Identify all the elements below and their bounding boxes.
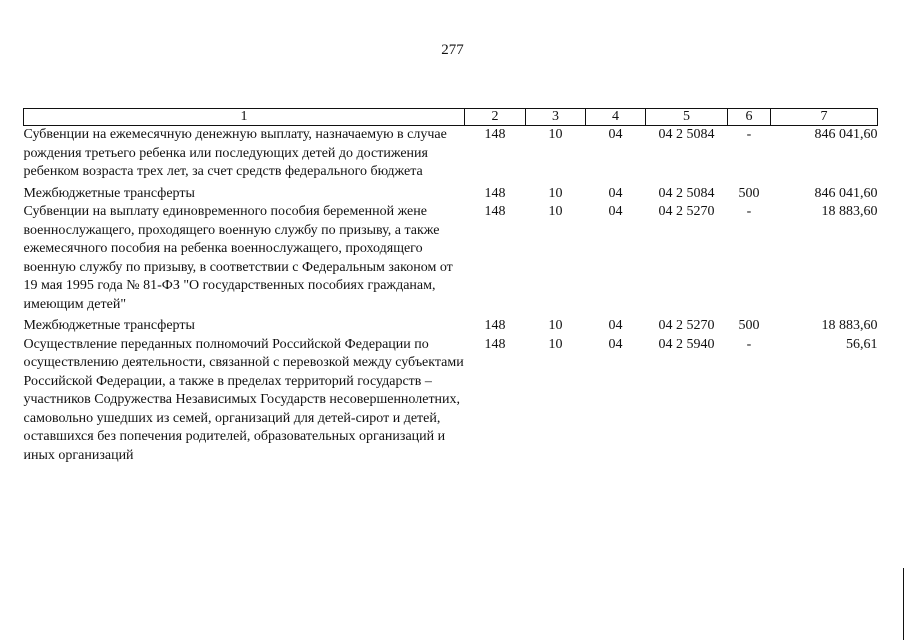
page-edge-rule bbox=[903, 568, 904, 640]
row-col-6: 500 bbox=[738, 318, 760, 333]
budget-table bbox=[23, 108, 878, 465]
table-row bbox=[24, 336, 878, 466]
header-col-5: 5 bbox=[646, 109, 728, 126]
row-col-6: 500 bbox=[738, 185, 760, 201]
header-col-2: 2 bbox=[465, 109, 526, 126]
table-row bbox=[24, 203, 878, 317]
row-col-3: 10 bbox=[548, 127, 563, 142]
row-col-3: 10 bbox=[548, 204, 563, 219]
row-col-4: 04 bbox=[608, 336, 623, 352]
row-col-6: - bbox=[746, 336, 752, 352]
row-col-5: 04 2 5084 bbox=[658, 127, 715, 142]
row-col-7: 18 883,60 bbox=[821, 204, 878, 219]
row-col-3: 10 bbox=[548, 318, 563, 333]
row-col-4: 04 bbox=[608, 318, 623, 333]
row-name: Межбюджетные трансферты bbox=[23, 185, 195, 201]
row-name: Субвенции на ежемесячную денежную выплату, назначаемую в случае рождения третьего ребенка или последующих детей до достижения ребенком возраста трех лет, за счет средств федерального бюджета bbox=[23, 127, 447, 179]
row-col-3: 10 bbox=[548, 185, 563, 201]
row-col-2: 148 bbox=[484, 127, 506, 142]
header-col-7: 7 bbox=[771, 109, 878, 126]
row-col-2: 148 bbox=[484, 318, 506, 333]
header-col-4: 4 bbox=[586, 109, 646, 126]
row-name: Осуществление переданных полномочий Российской Федерации по осуществлению деятельности, связанной с перевозкой между субъектами Российской Федерации, а также в пределах территорий государств – участников Содружества Независимых Государств несовершеннолетних, самовольно ушедших из семей, организаций для детей-сирот и детей, оставшихся без попечения родителей, образовательных организаций и иных организаций bbox=[23, 336, 464, 463]
row-col-5: 04 2 5940 bbox=[658, 336, 715, 352]
row-col-7: 18 883,60 bbox=[821, 318, 878, 333]
row-col-6: - bbox=[746, 127, 752, 142]
row-col-6: - bbox=[746, 204, 752, 219]
header-col-6: 6 bbox=[728, 109, 771, 126]
row-col-7: 846 041,60 bbox=[814, 127, 878, 142]
table-header-row bbox=[24, 109, 878, 126]
row-col-5: 04 2 5084 bbox=[658, 185, 715, 201]
row-col-5: 04 2 5270 bbox=[658, 204, 715, 219]
row-name: Межбюджетные трансферты bbox=[23, 318, 195, 333]
row-col-5: 04 2 5270 bbox=[658, 318, 715, 333]
table-row bbox=[24, 317, 878, 336]
row-col-2: 148 bbox=[484, 204, 506, 219]
row-col-4: 04 bbox=[608, 204, 623, 219]
row-col-7: 56,61 bbox=[846, 336, 878, 352]
header-col-3: 3 bbox=[526, 109, 586, 126]
row-col-3: 10 bbox=[548, 336, 563, 352]
row-col-2: 148 bbox=[484, 185, 506, 201]
row-col-4: 04 bbox=[608, 127, 623, 142]
row-col-4: 04 bbox=[608, 185, 623, 201]
row-col-7: 846 041,60 bbox=[814, 185, 878, 201]
page-number: 277 bbox=[441, 42, 464, 58]
row-name: Субвенции на выплату единовременного пособия беременной жене военнослужащего, проходящего военную службу по призыву, а также ежемесячного пособия на ребенка военнослужащего, проходящего военную службу по призыву, в соответствии с Федеральным законом от 19 мая 1995 года № 81-ФЗ "О государственных пособиях гражданам, имеющим детей" bbox=[23, 204, 453, 312]
header-col-1: 1 bbox=[24, 109, 465, 126]
row-col-2: 148 bbox=[484, 336, 506, 352]
table-row bbox=[24, 126, 878, 185]
table-row bbox=[24, 185, 878, 204]
